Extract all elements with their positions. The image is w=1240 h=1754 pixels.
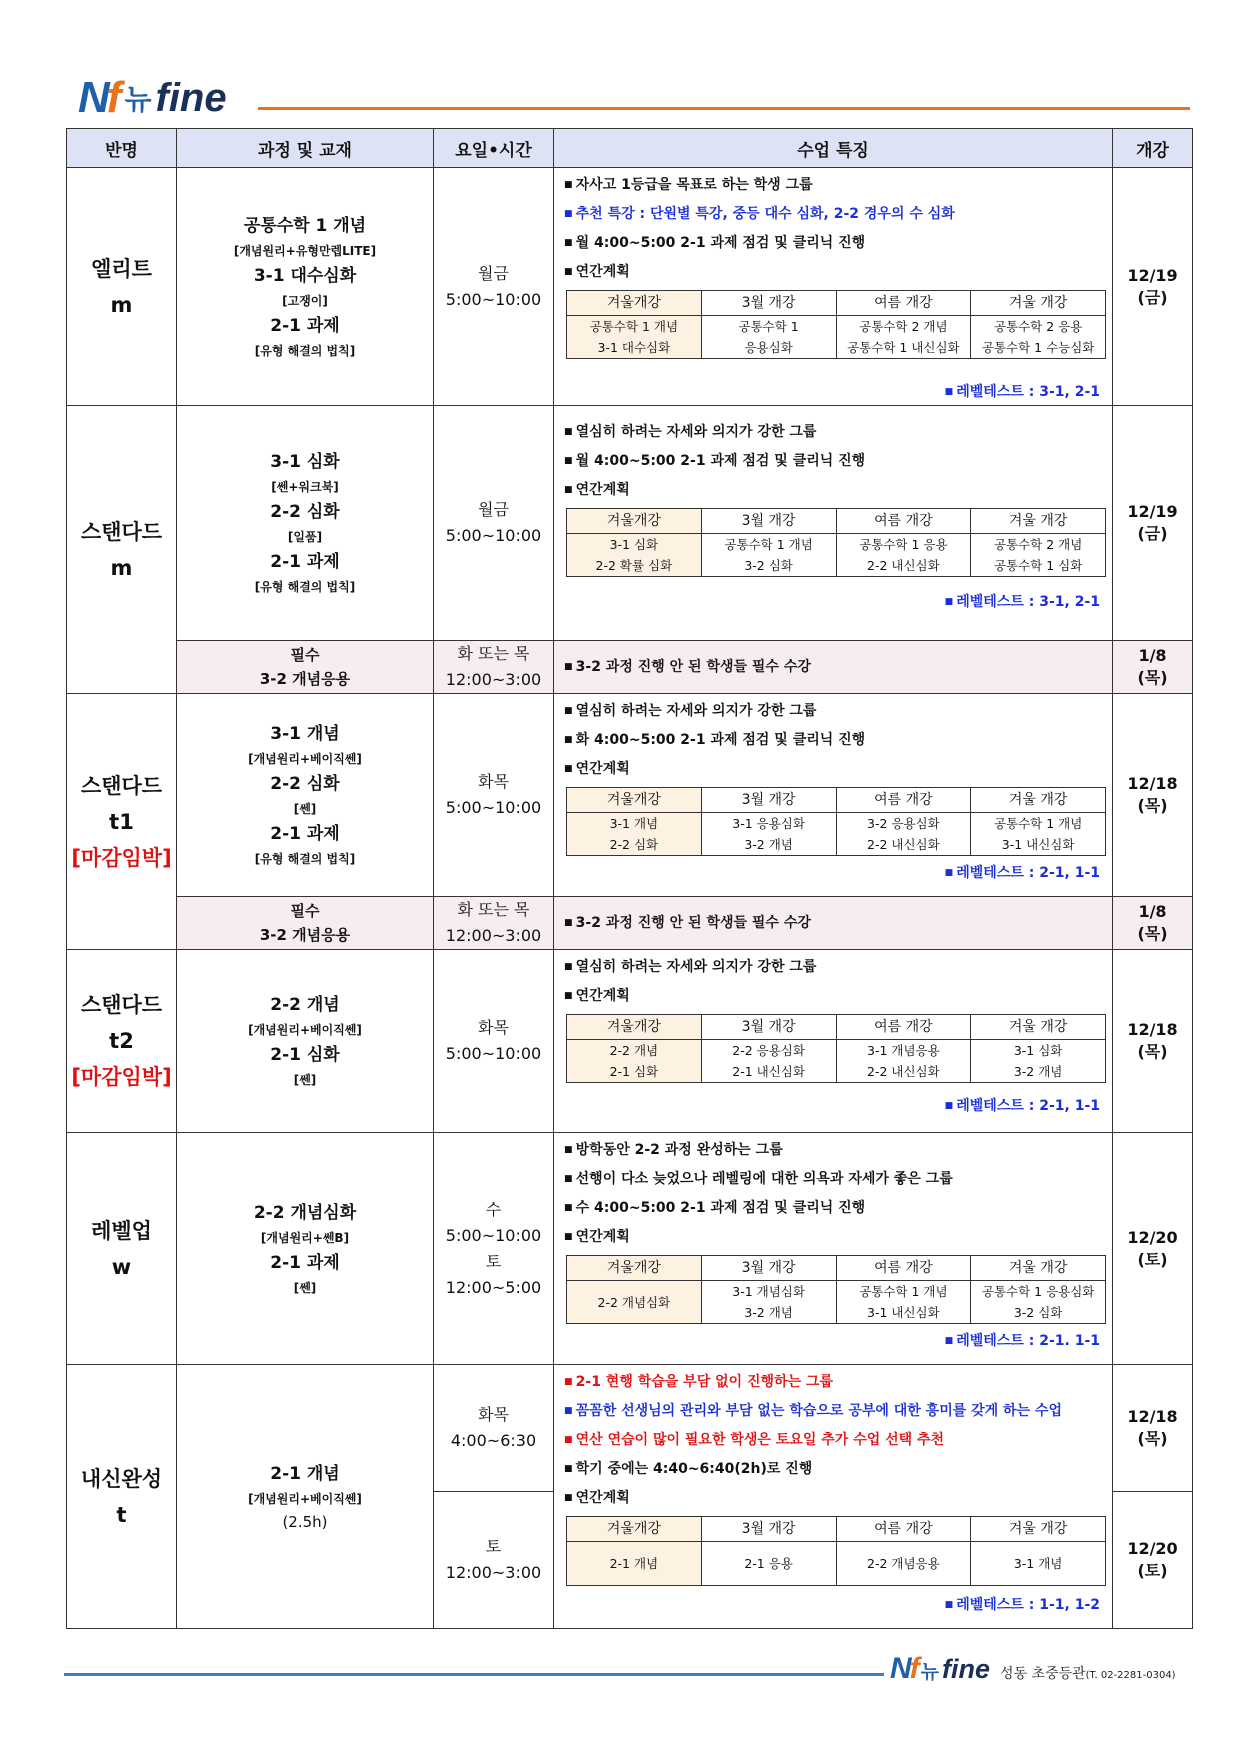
logo-english: fine xyxy=(942,1654,991,1684)
hours: 5:00~10:00 xyxy=(445,798,542,817)
level-test: ■ 레벨테스트 : 2-1, 1-1 xyxy=(564,1095,1100,1117)
class-name-cell xyxy=(67,168,177,406)
feature-item: ■ 선행이 다소 늦었으나 레벨링에 대한 의욕과 자세가 좋은 그룹 xyxy=(564,1165,1100,1194)
days: 화 또는 목 xyxy=(457,900,530,919)
course-title: 2-2 심화 xyxy=(270,774,340,794)
course-required: 필수 xyxy=(290,902,320,920)
course-book: [쎈] xyxy=(293,802,317,816)
plan-header: 겨울개강 xyxy=(567,1256,702,1281)
class-name-cell xyxy=(67,1133,177,1365)
feature-item: ■ 열심히 하려는 자세와 의지가 강한 그룹 xyxy=(564,953,1100,982)
class-name: 레벨업 xyxy=(91,1218,152,1243)
plan-cell: 공통수학 1 개념 3-1 내신심화 xyxy=(971,813,1106,856)
features-cell xyxy=(554,1365,1113,1629)
features-cell xyxy=(554,950,1113,1133)
logo-mark: Nf xyxy=(890,1652,918,1685)
plan-header: 겨울 개강 xyxy=(971,1517,1106,1542)
plan-cell: 3-1 개념응용 2-2 내신심화 xyxy=(836,1040,971,1083)
plan-cell: 3-1 심화 2-2 확률 심화 xyxy=(567,534,702,577)
header-rule xyxy=(258,107,1190,110)
feature-item: ■ 열심히 하려는 자세와 의지가 강한 그룹 xyxy=(564,697,1100,726)
plan-cell: 공통수학 1 개념 3-2 심화 xyxy=(701,534,836,577)
hours: 12:00~3:00 xyxy=(445,1563,542,1582)
course-cell xyxy=(177,897,434,950)
open-date-cell: 12/18 (목) xyxy=(1113,950,1193,1133)
feature-item: ■ 화 4:00~5:00 2-1 과제 점검 및 클리닉 진행 xyxy=(564,726,1100,755)
feature-item: ■ 수 4:00~5:00 2-1 과제 점검 및 클리닉 진행 xyxy=(564,1194,1100,1223)
plan-header: 여름 개강 xyxy=(836,788,971,813)
class-name: 엘리트 xyxy=(91,256,152,281)
open-date-cell: 12/18 (목) xyxy=(1113,694,1193,897)
plan-cell: 3-1 심화 3-2 개념 xyxy=(971,1040,1106,1083)
class-name-cell xyxy=(67,694,177,950)
days: 토 xyxy=(485,1251,502,1271)
feature-item: ■ 연간계획 xyxy=(564,1223,1100,1252)
plan-header: 여름 개강 xyxy=(836,1015,971,1040)
plan-header: 여름 개강 xyxy=(836,291,971,316)
footer-rule xyxy=(64,1673,884,1676)
open-date-cell: 12/20 (토) xyxy=(1113,1492,1193,1629)
feature-item: ■ 월 4:00~5:00 2-1 과제 점검 및 클리닉 진행 xyxy=(564,447,1100,476)
hours: 5:00~10:00 xyxy=(445,526,542,545)
plan-cell: 2-2 개념심화 xyxy=(567,1281,702,1324)
class-name-cell xyxy=(67,950,177,1133)
annual-plan-table xyxy=(566,787,1106,856)
plan-header: 겨울개강 xyxy=(567,1015,702,1040)
days: 월금 xyxy=(478,500,509,519)
feature-item: ■ 연간계획 xyxy=(564,476,1100,505)
logo-korean: 뉴 xyxy=(124,83,152,116)
course-book: [쎈] xyxy=(293,1280,317,1295)
brand-logo xyxy=(78,72,227,124)
time-cell xyxy=(434,1492,554,1629)
course-title: 공통수학 1 개념 xyxy=(243,215,367,236)
class-code: t1 xyxy=(109,809,134,834)
course-cell xyxy=(177,694,434,897)
features-cell xyxy=(554,694,1113,897)
class-schedule-table xyxy=(66,128,1193,1629)
time-cell xyxy=(434,897,554,950)
class-name-cell xyxy=(67,406,177,694)
class-name-cell xyxy=(67,1365,177,1629)
days: 화 또는 목 xyxy=(457,644,530,663)
feature-item: ■ 3-2 과정 진행 안 된 학생들 필수 수강 xyxy=(564,909,1100,938)
features-cell xyxy=(554,897,1113,950)
plan-cell: 공통수학 2 개념 공통수학 1 내신심화 xyxy=(836,316,971,359)
course-title: 3-1 개념 xyxy=(270,724,340,744)
feature-item: ■ 열심히 하려는 자세와 의지가 강한 그룹 xyxy=(564,418,1100,447)
open-date-cell: 1/8 (목) xyxy=(1113,641,1193,694)
logo-korean: 뉴 xyxy=(920,1661,940,1683)
header-open: 개강 xyxy=(1113,129,1193,168)
table-row-elite xyxy=(67,168,1193,406)
plan-cell: 3-1 응용심화 3-2 개념 xyxy=(701,813,836,856)
open-date-cell: 1/8 (목) xyxy=(1113,897,1193,950)
hours: 5:00~10:00 xyxy=(445,289,542,309)
feature-item: ■ 연간계획 xyxy=(564,755,1100,784)
course-title: 2-1 심화 xyxy=(270,1045,340,1065)
class-name: 스탠다드 xyxy=(80,773,163,798)
days: 화목 xyxy=(478,1405,509,1424)
logo-mark: Nf xyxy=(78,73,119,122)
course-cell xyxy=(177,406,434,641)
feature-item: ■ 연간계획 xyxy=(564,982,1100,1011)
plan-cell: 공통수학 2 개념 공통수학 1 심화 xyxy=(971,534,1106,577)
days: 화목 xyxy=(478,772,509,791)
header-course: 과정 및 교재 xyxy=(177,129,434,168)
plan-header: 겨울 개강 xyxy=(971,291,1106,316)
course-hours: (2.5h) xyxy=(282,1512,328,1531)
level-test: ■ 레벨테스트 : 2-1, 1-1 xyxy=(564,862,1100,884)
features-cell xyxy=(554,168,1113,406)
plan-cell: 공통수학 1 응용심화 xyxy=(701,316,836,359)
logo-english: fine xyxy=(155,75,227,120)
course-title: 2-1 개념 xyxy=(270,1463,340,1484)
open-date-cell: 12/20 (토) xyxy=(1113,1133,1193,1365)
course-book: [유형 해결의 법칙] xyxy=(254,343,356,358)
time-cell xyxy=(434,641,554,694)
table-row-standard-m-required xyxy=(67,641,1193,694)
level-test: ■ 레벨테스트 : 1-1, 1-2 xyxy=(564,1594,1100,1616)
plan-header: 겨울 개강 xyxy=(971,509,1106,534)
feature-item: ■ 2-1 현행 학습을 부담 없이 진행하는 그룹 xyxy=(564,1368,1100,1397)
deadline-badge: [마감임박] xyxy=(71,845,172,870)
course-title: 3-1 심화 xyxy=(270,452,340,472)
course-title: 3-2 개념응용 xyxy=(259,670,351,688)
level-test: ■ 레벨테스트 : 2-1. 1-1 xyxy=(564,1330,1100,1352)
feature-item: ■ 방학동안 2-2 과정 완성하는 그룹 xyxy=(564,1136,1100,1165)
course-book: [개념원리+유형만렙LITE] xyxy=(233,243,377,258)
plan-cell: 3-1 개념 2-2 심화 xyxy=(567,813,702,856)
plan-cell: 2-2 응용심화 2-1 내신심화 xyxy=(701,1040,836,1083)
plan-header: 3월 개강 xyxy=(701,509,836,534)
time-cell xyxy=(434,1133,554,1365)
plan-cell: 2-2 개념응용 xyxy=(836,1542,971,1586)
hours: 5:00~10:00 xyxy=(445,1044,542,1063)
course-cell xyxy=(177,1133,434,1365)
annual-plan-table xyxy=(566,508,1106,577)
class-code: m xyxy=(110,555,133,580)
header-class: 반명 xyxy=(67,129,177,168)
header-features: 수업 특징 xyxy=(554,129,1113,168)
time-cell xyxy=(434,694,554,897)
annual-plan-table xyxy=(566,290,1106,359)
class-code: m xyxy=(110,292,133,317)
plan-header: 겨울개강 xyxy=(567,788,702,813)
plan-header: 겨울개강 xyxy=(567,1517,702,1542)
annual-plan-table xyxy=(566,1516,1106,1586)
plan-header: 여름 개강 xyxy=(836,1256,971,1281)
time-cell xyxy=(434,1365,554,1492)
level-test: ■ 레벨테스트 : 3-1, 2-1 xyxy=(564,381,1100,403)
course-title: 2-1 과제 xyxy=(270,552,340,572)
class-code: t2 xyxy=(109,1029,134,1053)
table-row-standard-t1 xyxy=(67,694,1193,897)
class-code: t xyxy=(116,1502,127,1527)
class-name: 내신완성 xyxy=(80,1466,163,1491)
level-test: ■ 레벨테스트 : 3-1, 2-1 xyxy=(564,591,1100,613)
feature-item: ■ 3-2 과정 진행 안 된 학생들 필수 수강 xyxy=(564,653,1100,682)
course-book: [개념원리+베이직쎈] xyxy=(248,1023,362,1037)
feature-item: ■ 자사고 1등급을 목표로 하는 학생 그룹 xyxy=(564,171,1100,200)
feature-item: ■ 연산 연습이 많이 필요한 학생은 토요일 추가 수업 선택 추천 xyxy=(564,1426,1100,1455)
feature-item: ■ 연간계획 xyxy=(564,1484,1100,1513)
course-title: 2-1 과제 xyxy=(270,824,340,844)
plan-header: 겨울개강 xyxy=(567,509,702,534)
plan-header: 겨울 개강 xyxy=(971,1256,1106,1281)
feature-item: ■ 학기 중에는 4:40~6:40(2h)로 진행 xyxy=(564,1455,1100,1484)
time-cell xyxy=(434,406,554,641)
deadline-badge: [마감임박] xyxy=(71,1065,172,1089)
open-date-cell: 12/19 (금) xyxy=(1113,406,1193,641)
class-name: 스탠다드 xyxy=(80,519,163,544)
hours: 12:00~3:00 xyxy=(445,670,542,689)
hours: 12:00~5:00 xyxy=(445,1277,542,1297)
course-book: [쎈] xyxy=(293,1073,317,1087)
days: 토 xyxy=(485,1537,502,1556)
course-title: 2-2 심화 xyxy=(270,502,340,522)
days: 수 xyxy=(485,1199,502,1219)
course-required: 필수 xyxy=(290,646,320,664)
table-row-levelup xyxy=(67,1133,1193,1365)
plan-cell: 공통수학 2 응용 공통수학 1 수능심화 xyxy=(971,316,1106,359)
header-time: 요일•시간 xyxy=(434,129,554,168)
plan-header: 여름 개강 xyxy=(836,1517,971,1542)
course-cell xyxy=(177,1365,434,1629)
course-book: [일품] xyxy=(287,530,323,544)
plan-header: 겨울 개강 xyxy=(971,1015,1106,1040)
course-title: 2-1 과제 xyxy=(270,315,340,336)
course-cell xyxy=(177,168,434,406)
class-name: 스탠다드 xyxy=(80,993,163,1017)
plan-header: 3월 개강 xyxy=(701,1517,836,1542)
feature-item: ■ 연간계획 xyxy=(564,258,1100,287)
plan-header: 겨울개강 xyxy=(567,291,702,316)
plan-cell: 3-1 개념심화 3-2 개념 xyxy=(701,1281,836,1324)
course-book: [유형 해결의 법칙] xyxy=(254,852,356,866)
plan-cell: 3-2 응용심화 2-2 내신심화 xyxy=(836,813,971,856)
plan-cell: 공통수학 1 개념 3-1 내신심화 xyxy=(836,1281,971,1324)
plan-cell: 공통수학 1 응용심화 3-2 심화 xyxy=(971,1281,1106,1324)
course-book: [개념원리+쎈B] xyxy=(260,1230,350,1245)
table-row-standard-m xyxy=(67,406,1193,641)
course-title: 3-1 대수심화 xyxy=(253,265,357,286)
course-cell xyxy=(177,641,434,694)
table-header-row xyxy=(67,129,1193,168)
days: 화목 xyxy=(478,1018,509,1037)
course-cell xyxy=(177,950,434,1133)
hours: 4:00~6:30 xyxy=(450,1431,537,1450)
branch-phone: (T. 02-2281-0304) xyxy=(1085,1670,1176,1681)
open-date-cell: 12/19 (금) xyxy=(1113,168,1193,406)
feature-item: ■ 추천 특강 : 단원별 특강, 중등 대수 심화, 2-2 경우의 수 심화 xyxy=(564,200,1100,229)
table-row-standard-t2 xyxy=(67,950,1193,1133)
feature-item: ■ 꼼꼼한 선생님의 관리와 부담 없는 학습으로 공부에 대한 흥미를 갖게 하는 수업 xyxy=(564,1397,1100,1426)
plan-header: 3월 개강 xyxy=(701,291,836,316)
features-cell xyxy=(554,641,1113,694)
feature-item: ■ 월 4:00~5:00 2-1 과제 점검 및 클리닉 진행 xyxy=(564,229,1100,258)
plan-cell: 2-2 개념 2-1 심화 xyxy=(567,1040,702,1083)
features-cell xyxy=(554,1133,1113,1365)
plan-cell: 2-1 응용 xyxy=(701,1542,836,1586)
course-title: 2-2 개념심화 xyxy=(253,1202,357,1223)
days: 월금 xyxy=(478,263,509,283)
course-title: 2-2 개념 xyxy=(270,995,340,1015)
open-date-cell: 12/18 (목) xyxy=(1113,1365,1193,1492)
plan-header: 3월 개강 xyxy=(701,788,836,813)
footer-brand xyxy=(890,1652,1176,1686)
table-row-naesin xyxy=(67,1365,1193,1492)
time-cell xyxy=(434,950,554,1133)
course-book: [고쟁이] xyxy=(282,293,328,308)
time-cell xyxy=(434,168,554,406)
plan-header: 여름 개강 xyxy=(836,509,971,534)
plan-cell: 공통수학 1 응용 2-2 내신심화 xyxy=(836,534,971,577)
course-book: [쎈+워크북] xyxy=(271,480,339,494)
plan-cell: 3-1 개념 xyxy=(971,1542,1106,1586)
annual-plan-table xyxy=(566,1014,1106,1083)
annual-plan-table xyxy=(566,1255,1106,1324)
table-row-standard-t1-required xyxy=(67,897,1193,950)
plan-cell: 2-1 개념 xyxy=(567,1542,702,1586)
course-book: [개념원리+베이직쎈] xyxy=(248,1491,362,1506)
course-title: 3-2 개념응용 xyxy=(259,926,351,944)
features-cell xyxy=(554,406,1113,641)
course-title: 2-1 과제 xyxy=(270,1252,340,1273)
plan-header: 3월 개강 xyxy=(701,1256,836,1281)
branch-name: 성동 초중등관 xyxy=(1000,1666,1086,1682)
plan-header: 3월 개강 xyxy=(701,1015,836,1040)
plan-header: 겨울 개강 xyxy=(971,788,1106,813)
hours: 5:00~10:00 xyxy=(445,1225,542,1245)
class-code: w xyxy=(111,1254,132,1279)
course-book: [유형 해결의 법칙] xyxy=(254,580,356,594)
hours: 12:00~3:00 xyxy=(445,926,542,945)
course-book: [개념원리+베이직쎈] xyxy=(248,752,362,766)
plan-cell: 공통수학 1 개념 3-1 대수심화 xyxy=(567,316,702,359)
